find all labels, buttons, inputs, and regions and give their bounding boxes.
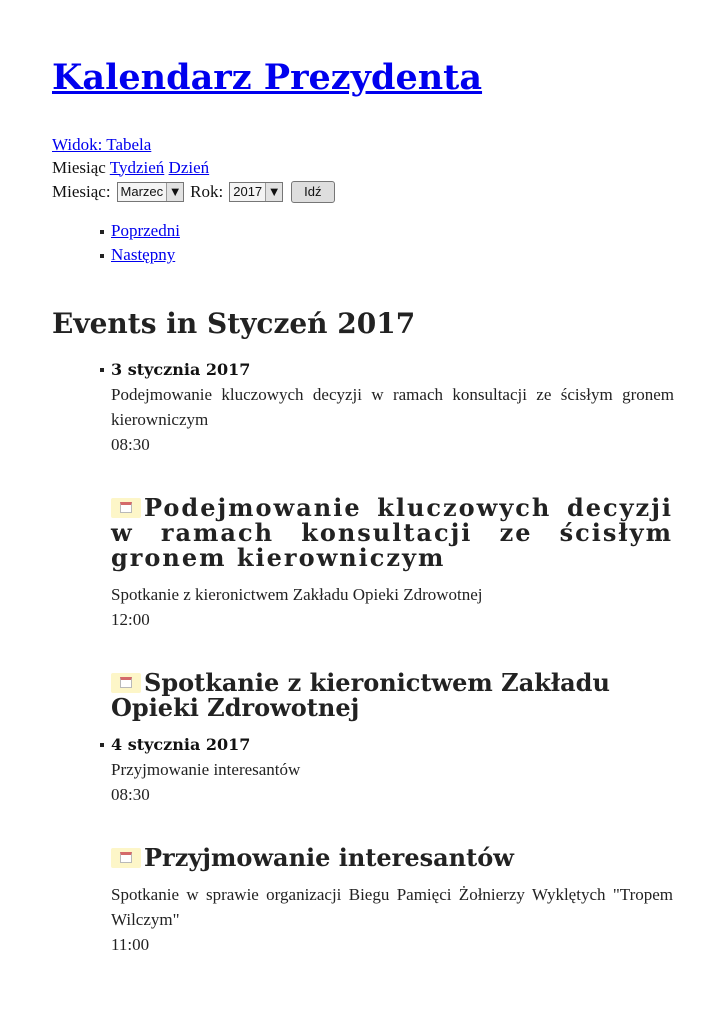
event-block [111,582,673,632]
bullet [100,743,104,747]
view-table-link[interactable]: Widok: Tabela [52,135,152,154]
event-title[interactable] [111,495,673,570]
calendar-icon [111,673,141,693]
calendar-icon [111,498,141,518]
day-date [100,733,674,757]
day-date-text: 3 stycznia 2017 [111,360,251,379]
chevron-down-icon: ▼ [265,183,282,201]
day-group [100,358,674,457]
event-description: Spotkanie w sprawie organizacji Biegu Pamięci Żołnierzy Wyklętych "Tropem Wilczym" [111,885,673,929]
next-link[interactable]: Następny [111,245,176,264]
site-title-link[interactable]: Kalendarz Prezydenta [52,57,483,98]
calendar-icon [111,848,141,868]
event-time: 11:00 [111,935,150,954]
day-date-text: 4 stycznia 2017 [111,735,251,754]
bullet [100,254,104,258]
period-label: Miesiąc [52,157,106,177]
pager-item-previous [100,219,180,243]
event-title-text: Spotkanie z kieronictwem Zakładu Opieki Zdrowotnej [111,668,610,722]
month-select[interactable] [117,182,185,202]
event-description: Podejmowanie kluczowych decyzji w ramach konsultacji ze ścisłym gronem kierowniczym [111,385,674,429]
year-label: Rok: [190,181,224,201]
month-label: Miesiąc: [52,181,111,201]
previous-link[interactable]: Poprzedni [111,221,180,240]
event-description: Spotkanie z kieronictwem Zakładu Opieki Zdrowotnej [111,585,483,604]
day-view-link[interactable]: Dzień [168,157,210,177]
calendar-controls [52,134,335,204]
event-time: 12:00 [111,610,150,629]
event-description: Przyjmowanie interesantów [111,760,301,779]
bullet [100,230,104,234]
day-date [100,358,674,382]
event-block [111,882,673,957]
pager [100,219,180,267]
chevron-down-icon: ▼ [166,183,183,201]
pager-item-next [100,243,180,267]
event-time: 08:30 [111,435,150,454]
week-view-link[interactable]: Tydzień [109,157,165,177]
event-title[interactable] [111,845,673,870]
day-group [100,733,674,807]
bullet [100,368,104,372]
event-title-text: Podejmowanie kluczowych decyzji w ramach konsultacji ze ścisłym gronem kierowniczym [111,493,673,572]
month-year-form [52,180,335,204]
event-title[interactable] [111,670,673,720]
year-select[interactable] [229,182,283,202]
events-heading: Events in Styczeń 2017 [52,307,416,340]
year-select-value: 2017 [233,183,263,199]
event-title-text: Przyjmowanie interesantów [144,843,514,872]
month-select-value: Marzec [120,183,164,199]
event-time: 08:30 [111,785,150,804]
site-title [52,56,482,100]
go-button[interactable]: Idź [291,181,334,203]
